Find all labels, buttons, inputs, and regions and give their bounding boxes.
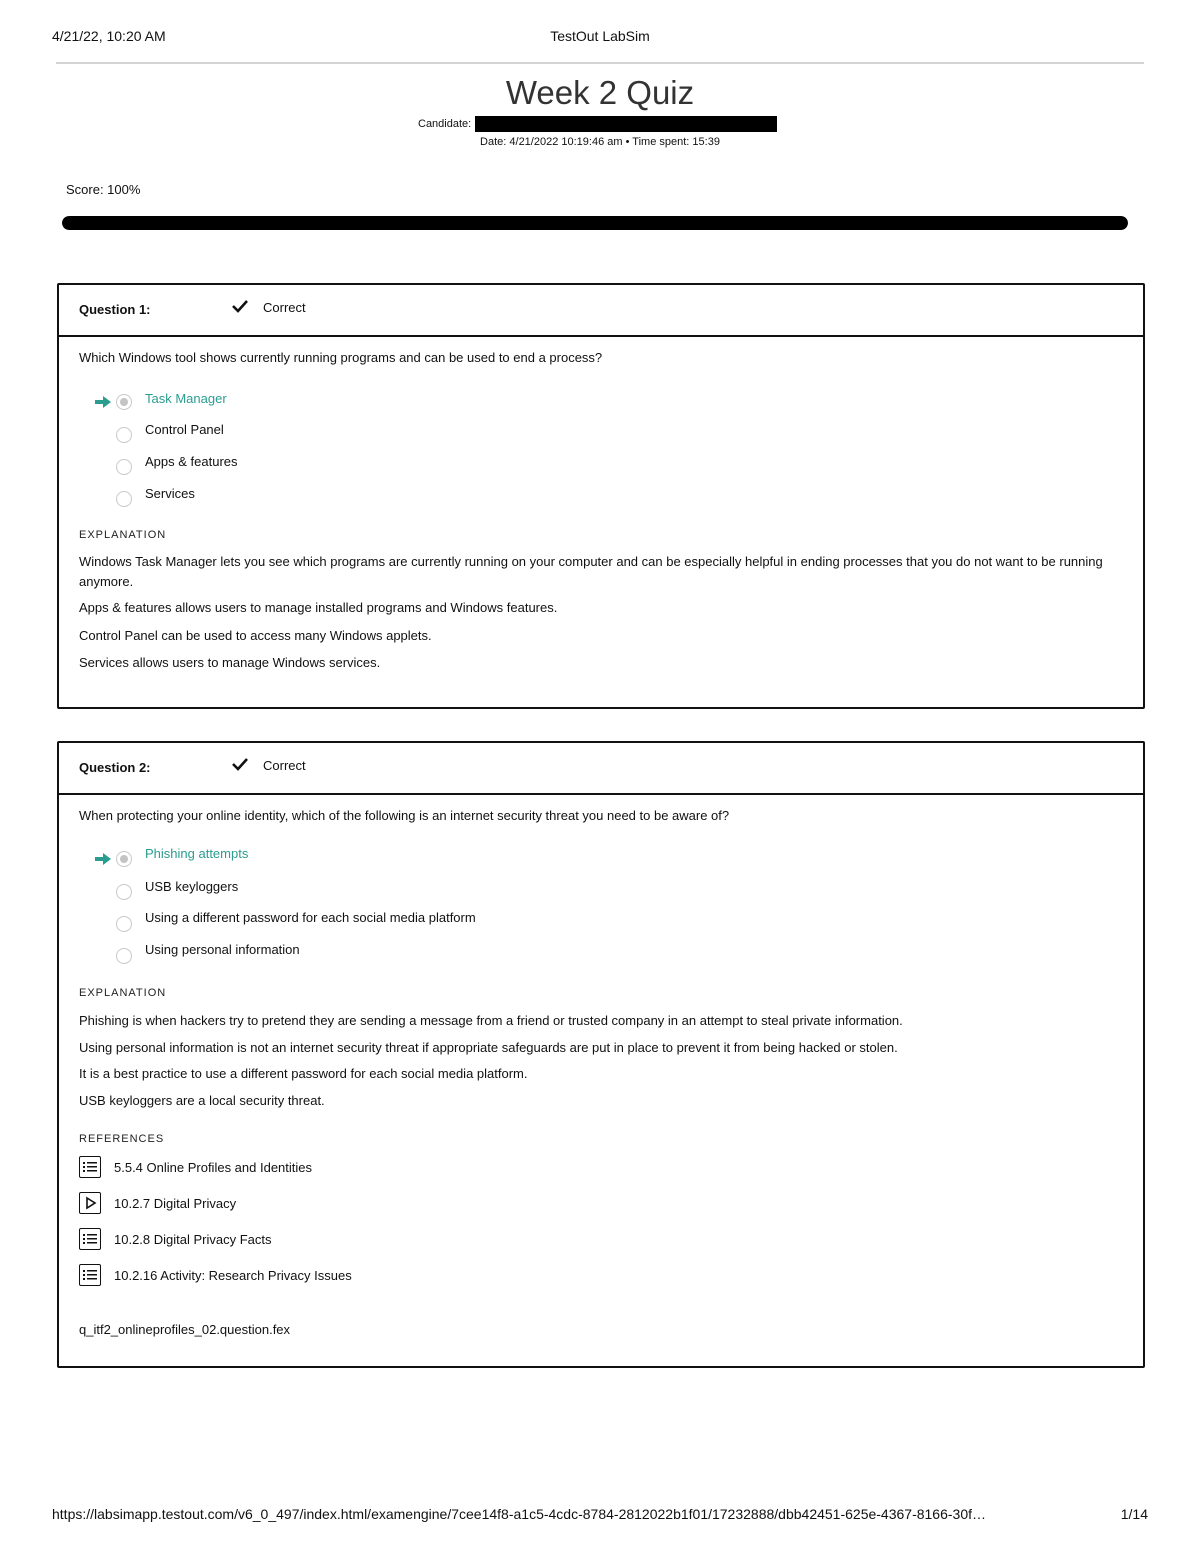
quiz-meta: Date: 4/21/2022 10:19:46 am • Time spent: 15:39 xyxy=(480,136,720,148)
reference-link[interactable] xyxy=(79,1156,312,1178)
reference-label[interactable]: 10.2.7 Digital Privacy xyxy=(114,1195,237,1211)
reference-link[interactable] xyxy=(79,1192,236,1214)
candidate-name-redacted xyxy=(475,116,777,132)
option-label: Task Manager xyxy=(145,391,227,406)
print-url: https://labsimapp.testout.com/v6_0_497/index.html/examengine/7cee14f8-a1c5-4cdc-8784-2812022b1f01/17232888/dbb42451-625e-4367-8166-30f… xyxy=(52,1506,987,1522)
question-text: When protecting your online identity, which of the following is an internet security threat you need to be aware of? xyxy=(79,808,730,823)
selected-arrow-icon xyxy=(95,396,111,408)
radio-button[interactable] xyxy=(116,916,132,932)
option-label: USB keyloggers xyxy=(145,879,239,894)
question-status: Correct xyxy=(263,758,306,773)
explanation-paragraph: Services allows users to manage Windows services. xyxy=(79,655,381,670)
reference-label[interactable]: 10.2.8 Digital Privacy Facts xyxy=(114,1231,272,1247)
radio-button[interactable] xyxy=(116,948,132,964)
checkmark-icon xyxy=(231,755,249,773)
candidate-line xyxy=(418,116,777,132)
question-file-id: q_itf2_onlineprofiles_02.question.fex xyxy=(79,1322,291,1337)
reference-label[interactable]: 5.5.4 Online Profiles and Identities xyxy=(114,1159,313,1175)
print-header xyxy=(52,28,1148,48)
option-label: Services xyxy=(145,486,195,501)
references-heading: REFERENCES xyxy=(79,1133,165,1145)
header-divider xyxy=(56,62,1144,64)
candidate-label: Candidate: xyxy=(418,118,472,130)
question-number: Question 2: xyxy=(79,760,151,775)
explanation-heading: EXPLANATION xyxy=(79,987,167,999)
radio-button[interactable] xyxy=(116,884,132,900)
video-icon xyxy=(79,1192,101,1214)
question-card xyxy=(57,741,1145,1368)
page-number: 1/14 xyxy=(1120,1506,1148,1522)
option-label: Apps & features xyxy=(145,454,238,469)
radio-selected[interactable] xyxy=(116,851,132,867)
explanation-heading: EXPLANATION xyxy=(79,529,167,541)
radio-button[interactable] xyxy=(116,491,132,507)
radio-button[interactable] xyxy=(116,427,132,443)
explanation-paragraph: Apps & features allows users to manage installed programs and Windows features. xyxy=(79,600,558,615)
question-number: Question 1: xyxy=(79,302,151,317)
reference-link[interactable] xyxy=(79,1264,352,1286)
list-icon xyxy=(79,1228,101,1250)
option-label: Control Panel xyxy=(145,422,224,437)
explanation-paragraph: USB keyloggers are a local security threat. xyxy=(79,1093,325,1108)
question-body xyxy=(59,337,1143,707)
explanation-paragraph: It is a best practice to use a different password for each social media platform. xyxy=(79,1066,528,1081)
reference-label[interactable]: 10.2.16 Activity: Research Privacy Issues xyxy=(114,1267,352,1283)
checkmark-icon xyxy=(231,297,249,315)
explanation-paragraph: Phishing is when hackers try to pretend they are sending a message from a friend or trusted company in an attempt to steal private information. xyxy=(79,1013,903,1028)
page-title: Week 2 Quiz xyxy=(505,74,695,111)
explanation-paragraph: Windows Task Manager lets you see which programs are currently running on your computer and can be especially helpful in ending processes that you do not want to be running anymore. xyxy=(79,554,1103,589)
option-label: Using personal information xyxy=(145,942,300,957)
question-header xyxy=(59,285,1143,337)
reference-link[interactable] xyxy=(79,1228,272,1250)
print-datetime: 4/21/22, 10:20 AM xyxy=(52,28,166,44)
question-body xyxy=(59,795,1143,1366)
score-progress-fill xyxy=(62,216,1128,230)
list-icon xyxy=(79,1156,101,1178)
score-progress-bar xyxy=(62,216,1128,230)
radio-selected[interactable] xyxy=(116,394,132,410)
list-icon xyxy=(79,1264,101,1286)
explanation-paragraph: Using personal information is not an internet security threat if appropriate safeguards are put in place to prevent it from being hacked or stolen. xyxy=(79,1040,898,1055)
explanation-paragraph: Control Panel can be used to access many Windows applets. xyxy=(79,628,432,643)
selected-arrow-icon xyxy=(95,853,111,865)
option-label: Phishing attempts xyxy=(145,846,249,861)
question-header xyxy=(59,743,1143,795)
question-text: Which Windows tool shows currently running programs and can be used to end a process? xyxy=(79,350,603,365)
option-label: Using a different password for each social media platform xyxy=(145,910,476,925)
print-site-title: TestOut LabSim xyxy=(550,28,650,44)
question-status: Correct xyxy=(263,300,306,315)
score-label: Score: 100% xyxy=(66,182,141,197)
radio-button[interactable] xyxy=(116,459,132,475)
question-card xyxy=(57,283,1145,709)
